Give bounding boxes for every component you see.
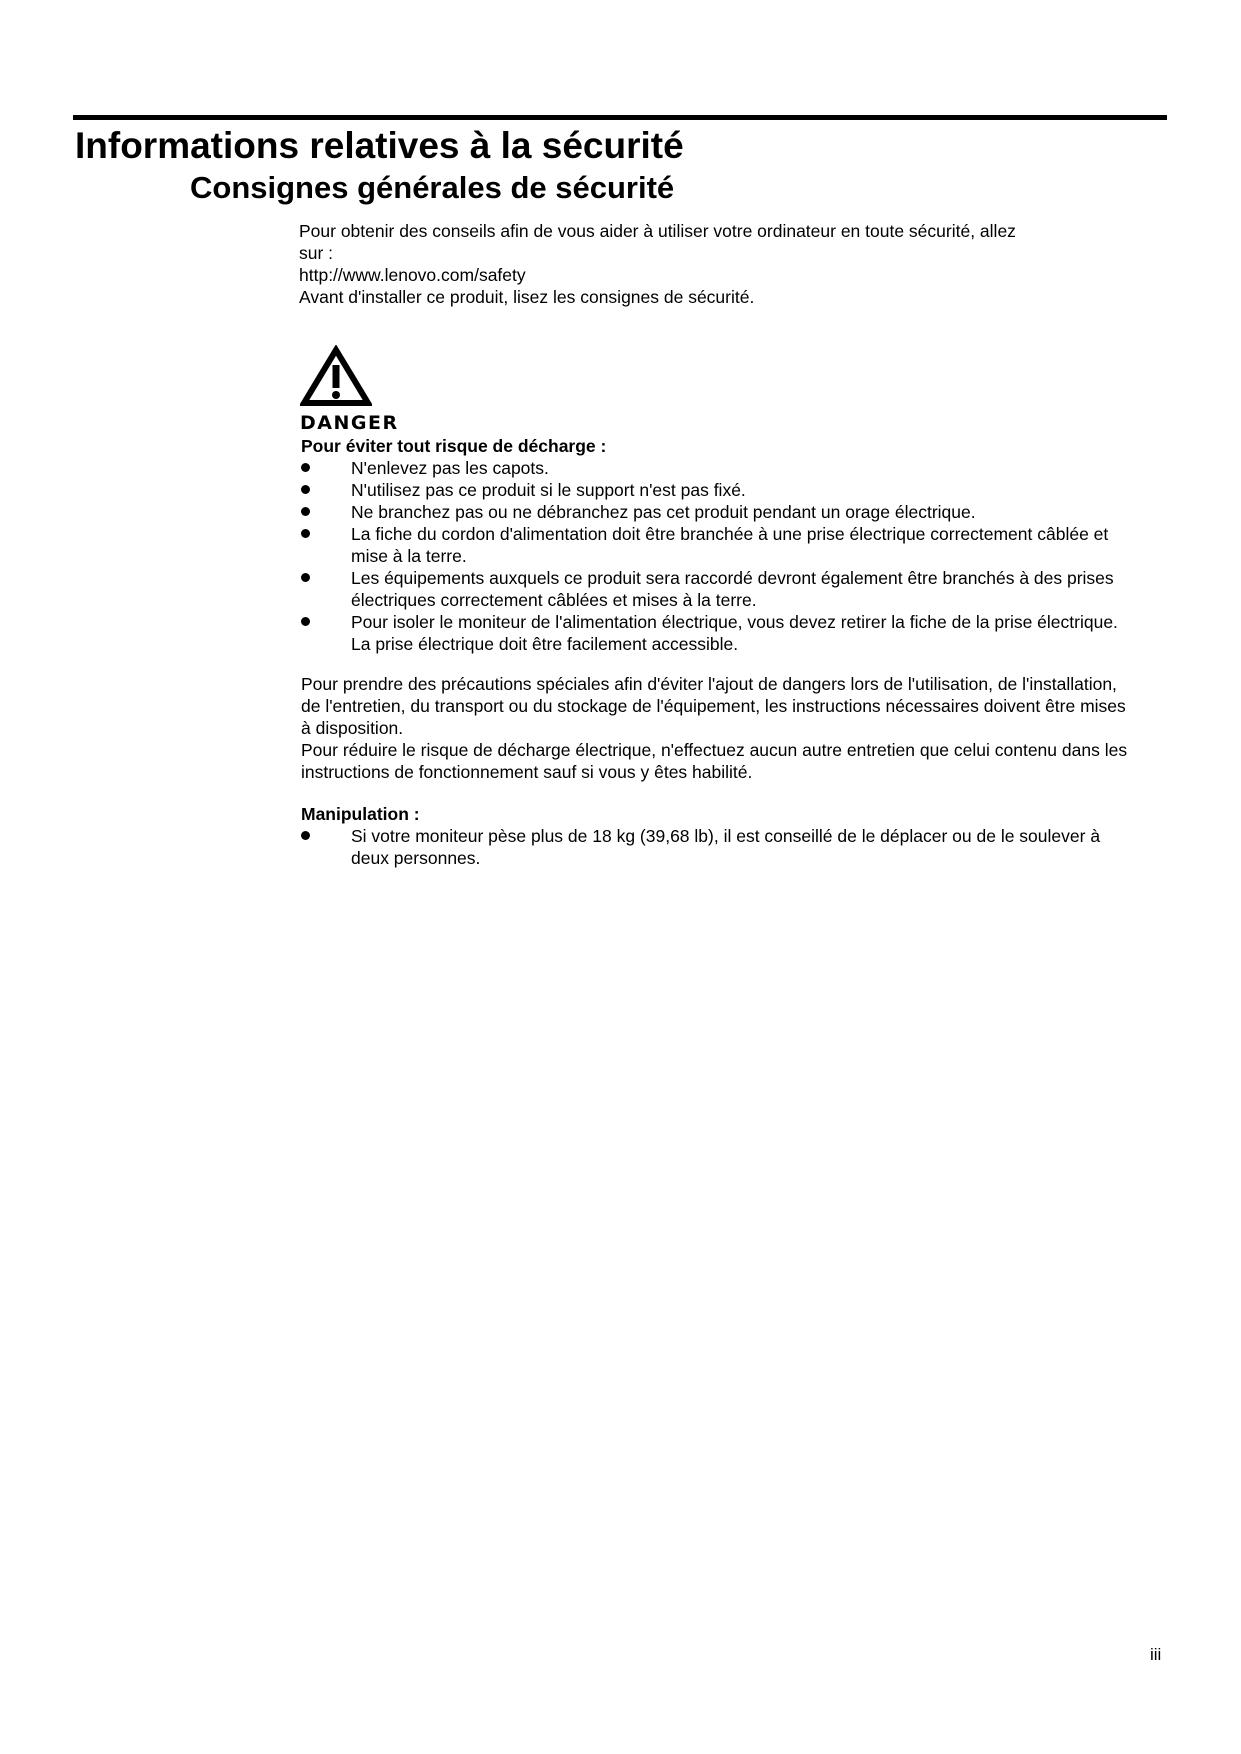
handling-section <box>301 803 1131 869</box>
safety-url: http://www.lenovo.com/safety <box>299 265 526 285</box>
bullet-icon <box>301 463 310 472</box>
bullet-icon <box>301 831 310 840</box>
page-title: Informations relatives à la sécurité <box>75 125 684 166</box>
handling-list <box>301 825 1131 869</box>
intro-line-2: sur : <box>299 243 334 263</box>
intro-section <box>299 220 1099 308</box>
bullet-icon <box>301 529 310 538</box>
bullet-icon <box>301 617 310 626</box>
list-item: N'utilisez pas ce produit si le support n'est pas fixé. <box>301 479 1131 501</box>
danger-heading: Pour éviter tout risque de décharge : <box>301 436 607 456</box>
intro-line-3: Avant d'installer ce produit, lisez les consignes de sécurité. <box>299 287 755 307</box>
list-item: Si votre moniteur pèse plus de 18 kg (39,68 lb), il est conseillé de le déplacer ou de le soulever à deux personnes. <box>301 825 1131 869</box>
precautions-paragraph-1: Pour prendre des précautions spéciales afin d'éviter l'ajout de dangers lors de l'utilisation, de l'installation, de l'entretien, du transport ou du stockage de l'équipement, les instructions nécessaires doivent être mises à disposition. <box>301 674 1126 738</box>
danger-list <box>301 457 1131 655</box>
header-rule <box>73 115 1167 120</box>
list-item: Ne branchez pas ou ne débranchez pas cet produit pendant un orage électrique. <box>301 501 1131 523</box>
warning-triangle-icon <box>300 345 372 409</box>
handling-heading: Manipulation : <box>301 804 420 824</box>
bullet-icon <box>301 573 310 582</box>
list-item: Pour isoler le moniteur de l'alimentation électrique, vous devez retirer la fiche de la prise électrique. La prise électrique doit être facilement accessible. <box>301 611 1131 655</box>
section-title: Consignes générales de sécurité <box>190 170 675 205</box>
precautions-paragraph-2: Pour réduire le risque de décharge électrique, n'effectuez aucun autre entretien que celui contenu dans les instructions de fonctionnement sauf si vous y êtes habilité. <box>301 740 1128 782</box>
list-item: Les équipements auxquels ce produit sera raccordé devront également être branchés à des prises électriques correctement câblées et mises à la terre. <box>301 567 1131 611</box>
bullet-icon <box>301 485 310 494</box>
precautions-section <box>301 673 1131 783</box>
danger-label: DANGER <box>300 412 399 434</box>
list-item: N'enlevez pas les capots. <box>301 457 1131 479</box>
intro-line-1: Pour obtenir des conseils afin de vous aider à utiliser votre ordinateur en toute sécurité, allez <box>299 221 1016 241</box>
list-item: La fiche du cordon d'alimentation doit être branchée à une prise électrique correctement câblée et mise à la terre. <box>301 523 1131 567</box>
page-number: iii <box>1150 1645 1162 1664</box>
bullet-icon <box>301 507 310 516</box>
danger-section <box>301 435 1131 655</box>
